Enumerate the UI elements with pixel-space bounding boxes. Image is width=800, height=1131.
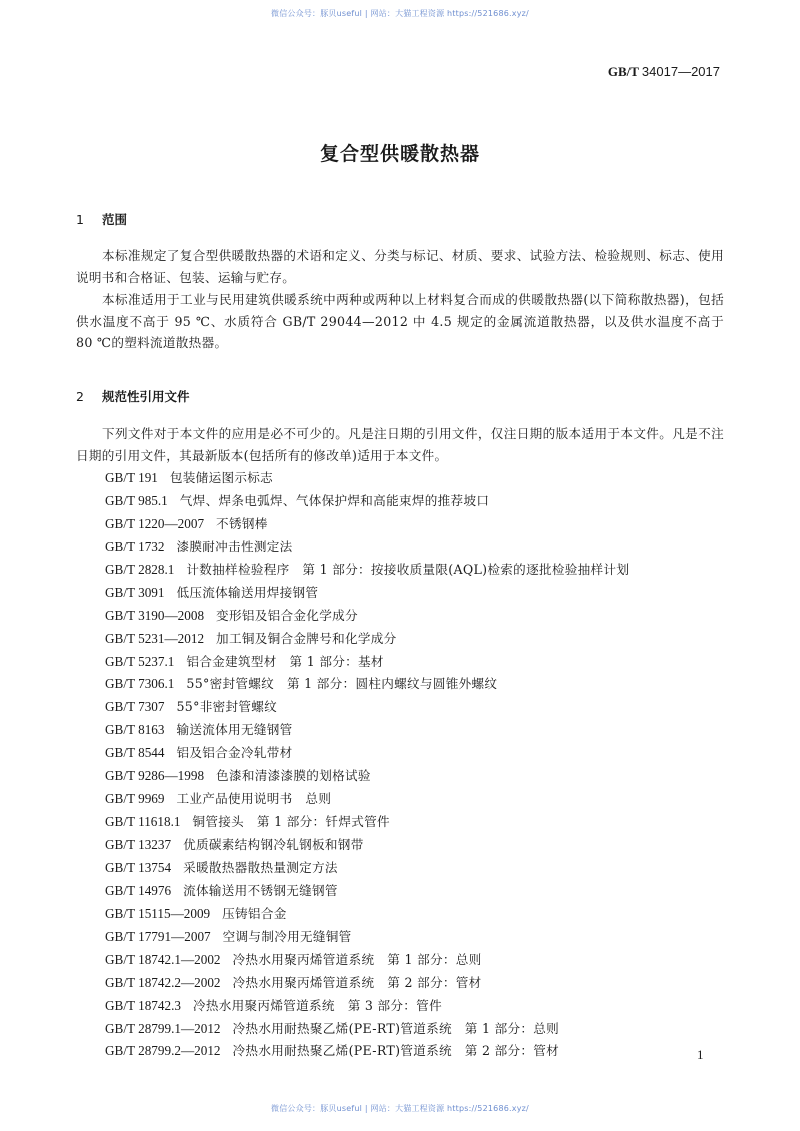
section-title: 规范性引用文件 [102,389,190,404]
reference-code: GB/T 28799.1—2012 [105,1020,221,1036]
reference-item [105,651,629,674]
reference-item [105,880,629,903]
reference-item [105,696,629,719]
reference-code: GB/T 3091 [105,584,165,600]
reference-code: GB/T 8163 [105,722,165,738]
watermark-top: 微信公众号：豚贝useful | 网站：大猫工程资源 https://521686.xyz/ [271,9,529,18]
reference-title: 冷热水用聚丙烯管道系统 第 2 部分：管材 [232,974,482,990]
reference-item [105,673,629,696]
page-number: 1 [697,1047,704,1062]
reference-code: GB/T 13754 [105,859,172,875]
reference-code: GB/T 7307 [105,699,165,715]
reference-item [105,582,629,605]
reference-item [105,628,629,651]
reference-title: 铝合金建筑型材 第 1 部分：基材 [186,653,384,669]
reference-code: GB/T 18742.1—2002 [105,951,221,967]
watermark-bottom: 微信公众号：豚贝useful | 网站：大猫工程资源 https://521686.xyz/ [271,1104,529,1113]
reference-item [105,926,629,949]
standard-prefix: GB/T [607,64,639,79]
section-title: 范围 [102,212,128,227]
reference-title: 色漆和清漆漆膜的划格试验 [216,768,371,784]
reference-item [105,1018,629,1041]
scope-paragraph-1: 本标准规定了复合型供暖散热器的术语和定义、分类与标记、材质、要求、试验方法、检验规则、标志、使用说明书和合格证、包装、运输与贮存。 [76,248,724,285]
reference-title: 冷热水用聚丙烯管道系统 第 1 部分：总则 [232,951,482,967]
reference-title: 气焊、焊条电弧焊、气体保护焊和高能束焊的推荐坡口 [179,492,490,508]
reference-title: 包装储运图示标志 [169,470,274,485]
scope-paragraph-2: 本标准适用于工业与民用建筑供暖系统中两种或两种以上材料复合而成的供暖散热器(以下简称散热器)，包括供水温度不高于 95 ℃、水质符合 GB/T 29044—2012 中 4.5 规定的金属流道散热器，以及供水温度不高于 80 ℃的塑料流道散热器。 [76,292,724,351]
section-heading-normative-references [76,387,190,405]
standard-number [608,64,720,80]
reference-title: 55°密封管螺纹 第 1 部分：圆柱内螺纹与圆锥外螺纹 [186,676,498,692]
reference-title: 优质碳素结构钢冷轧钢板和钢带 [183,837,364,852]
reference-item [105,765,629,788]
reference-code: GB/T 17791—2007 [105,928,211,944]
reference-item [105,972,629,995]
references-intro-paragraph: 下列文件对于本文件的应用是必不可少的。凡是注日期的引用文件，仅注日期的版本适用于本文件。凡是不注日期的引用文件，其最新版本(包括所有的修改单)适用于本文件。 [76,426,724,463]
reference-item [105,513,629,536]
document-title: 复合型供暖散热器 [319,143,480,165]
reference-title: 漆膜耐冲击性测定法 [176,538,293,554]
reference-item [105,1040,629,1063]
reference-code: GB/T 8544 [105,745,165,761]
reference-title: 流体输送用不锈钢无缝钢管 [183,882,338,898]
reference-title: 冷热水用耐热聚乙烯(PE-RT)管道系统 第 1 部分：总则 [232,1020,560,1036]
reference-code: GB/T 18742.3 [105,997,181,1013]
reference-code: GB/T 985.1 [105,492,168,508]
section-number: 1 [76,212,84,227]
reference-code: GB/T 14976 [105,882,172,898]
reference-list [105,467,629,1063]
reference-item [105,605,629,628]
reference-code: GB/T 9286—1998 [105,768,205,784]
reference-code: GB/T 13237 [105,837,172,852]
reference-item [105,857,629,880]
reference-title: 计数抽样检验程序 第 1 部分：按接收质量限(AQL)检索的逐批检验抽样计划 [186,561,630,577]
reference-item [105,788,629,811]
reference-title: 冷热水用聚丙烯管道系统 第 3 部分：管件 [192,997,442,1013]
reference-title: 加工铜及铜合金牌号和化学成分 [216,630,397,646]
reference-code: GB/T 28799.2—2012 [105,1043,221,1059]
reference-title: 压铸铝合金 [222,905,287,921]
standard-code: 34017—2017 [641,64,720,79]
reference-item [105,903,629,926]
reference-title: 低压流体输送用焊接钢管 [176,584,319,600]
reference-code: GB/T 5237.1 [105,653,175,669]
reference-item [105,742,629,765]
reference-code: GB/T 1732 [105,538,165,554]
reference-code: GB/T 18742.2—2002 [105,974,221,990]
reference-code: GB/T 7306.1 [105,676,175,692]
reference-title: 空调与制冷用无缝铜管 [222,928,352,944]
reference-code: GB/T 2828.1 [105,561,175,577]
reference-title: 工业产品使用说明书 总则 [176,791,332,807]
reference-item [105,811,629,834]
reference-title: 变形铝及铝合金化学成分 [216,607,358,623]
reference-code: GB/T 5231—2012 [105,630,205,646]
reference-title: 铝及铝合金冷轧带材 [176,745,293,761]
reference-item [105,949,629,972]
reference-item [105,559,629,582]
reference-title: 不锈钢棒 [216,515,268,531]
reference-code: GB/T 15115—2009 [105,905,211,921]
reference-title: 输送流体用无缝钢管 [176,722,293,738]
reference-code: GB/T 11618.1 [105,814,181,830]
reference-title: 铜管接头 第 1 部分：钎焊式管件 [192,814,390,830]
reference-item [105,490,629,513]
reference-code: GB/T 9969 [105,791,165,807]
section-heading-scope [76,210,127,228]
reference-item [105,834,629,857]
reference-code: GB/T 3190—2008 [105,607,205,623]
reference-code: GB/T 191 [105,470,158,485]
reference-title: 55°非密封管螺纹 [176,699,278,715]
reference-item [105,995,629,1018]
reference-code: GB/T 1220—2007 [105,515,205,531]
reference-item [105,719,629,742]
reference-item [105,536,629,559]
reference-title: 采暖散热器散热量测定方法 [183,859,338,875]
section-number: 2 [76,389,84,404]
reference-item [105,467,629,490]
reference-title: 冷热水用耐热聚乙烯(PE-RT)管道系统 第 2 部分：管材 [232,1043,560,1059]
